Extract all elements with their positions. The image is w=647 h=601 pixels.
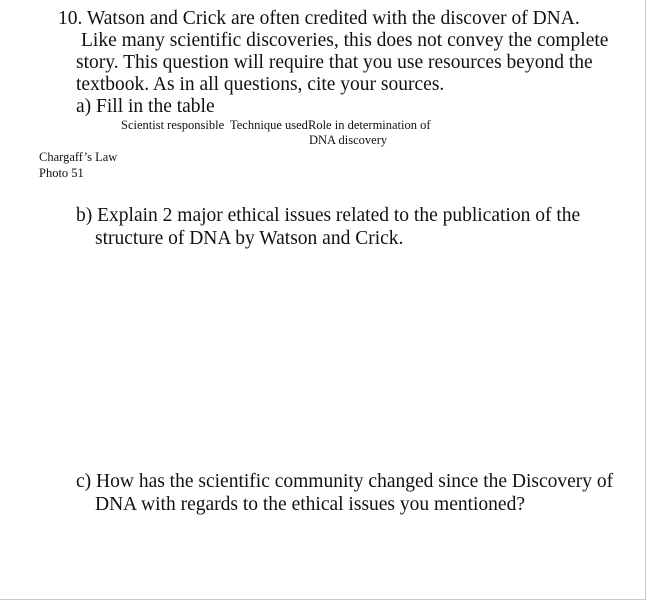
part-b-line-1: b) Explain 2 major ethical issues related to the publication of the — [76, 205, 581, 226]
table-row-photo-51: Photo 51 — [39, 166, 84, 180]
question-line-3: story. This question will require that you use resources beyond the — [76, 52, 593, 73]
part-b-line-2: structure of DNA by Watson and Crick. — [95, 228, 404, 249]
table-header-technique: Technique used — [230, 118, 308, 132]
table-header-role-line2: DNA discovery — [309, 133, 388, 147]
table-header-scientist: Scientist responsible — [121, 118, 225, 132]
question-line-2: Like many scientific discoveries, this does not convey the complete — [81, 30, 609, 51]
part-c-line-1: c) How has the scientific community changed since the Discovery of — [76, 471, 614, 492]
table-row-chargaffs-law: Chargaff’s Law — [39, 150, 118, 164]
part-a-label: a) Fill in the table — [76, 96, 215, 117]
question-line-1: 10. Watson and Crick are often credited with the discover of DNA. — [58, 8, 580, 29]
question-line-4: textbook. As in all questions, cite your sources. — [76, 74, 445, 95]
part-c-line-2: DNA with regards to the ethical issues you mentioned? — [95, 494, 525, 515]
table-header-role: Role in determination of — [308, 118, 431, 132]
